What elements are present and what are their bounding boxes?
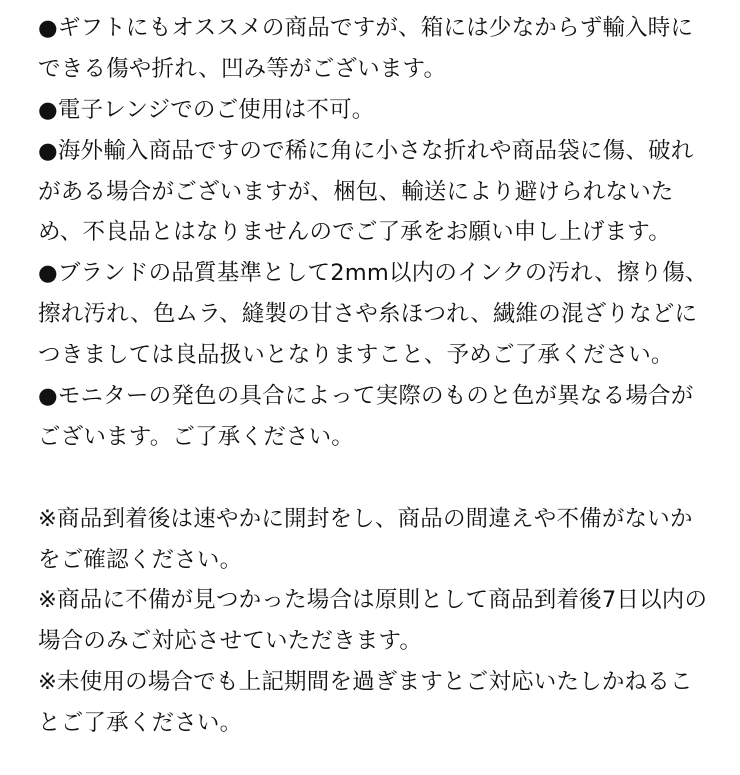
text-line: 場合のみご対応させていただきます。 bbox=[38, 628, 423, 655]
text-line: 擦れ汚れ、色ムラ、縫製の甘さや糸ほつれ、繊維の混ざりなどに bbox=[38, 301, 698, 328]
text-line: とご了承ください。 bbox=[38, 710, 243, 737]
product-notice bbox=[38, 8, 718, 744]
notice-bullet-monitor-color bbox=[38, 376, 718, 458]
text-line: ※未使用の場合でも上記期間を過ぎますとご対応いたしかねるこ bbox=[38, 669, 693, 696]
text-line: め、不良品とはなりませんのでご了承をお願い申し上げます。 bbox=[38, 219, 671, 246]
remark-seven-day-policy bbox=[38, 580, 718, 662]
text-line: ※商品に不備が見つかった場合は原則として商品到着後7日以内の bbox=[38, 587, 708, 614]
text-line: ●海外輸入商品ですので稀に角に小さな折れや商品袋に傷、破れ bbox=[38, 137, 694, 164]
notice-bullet-microwave bbox=[38, 90, 718, 131]
notice-bullet-quality-standard bbox=[38, 253, 718, 376]
text-line: ※商品到着後は速やかに開封をし、商品の間違えや不備がないか bbox=[38, 505, 693, 532]
notice-bullet-import-damage bbox=[38, 131, 718, 254]
text-line: つきましては良品扱いとなりますこと、予めご了承ください。 bbox=[38, 342, 674, 369]
text-line: ●モニターの発色の具合によって実際のものと色が異なる場合が bbox=[38, 383, 694, 410]
text-line: ございます。ご了承ください。 bbox=[38, 423, 355, 450]
remark-inspect-on-arrival bbox=[38, 499, 718, 581]
text-line: ●電子レンジでのご使用は不可。 bbox=[38, 96, 375, 123]
text-line: できる傷や折れ、凹み等がございます。 bbox=[38, 55, 447, 82]
notice-bullet-gift-box bbox=[38, 8, 718, 90]
text-line: をご確認ください。 bbox=[38, 546, 243, 573]
paragraph-spacer bbox=[38, 458, 718, 499]
text-line: ●ブランドの品質基準として2mm以内のインクの汚れ、擦り傷、 bbox=[38, 260, 708, 287]
remark-period-expired bbox=[38, 662, 718, 744]
text-line: がある場合がございますが、梱包、輸送により避けられないた bbox=[38, 178, 674, 205]
text-line: ●ギフトにもオススメの商品ですが、箱には少なからず輸入時に bbox=[38, 15, 694, 41]
